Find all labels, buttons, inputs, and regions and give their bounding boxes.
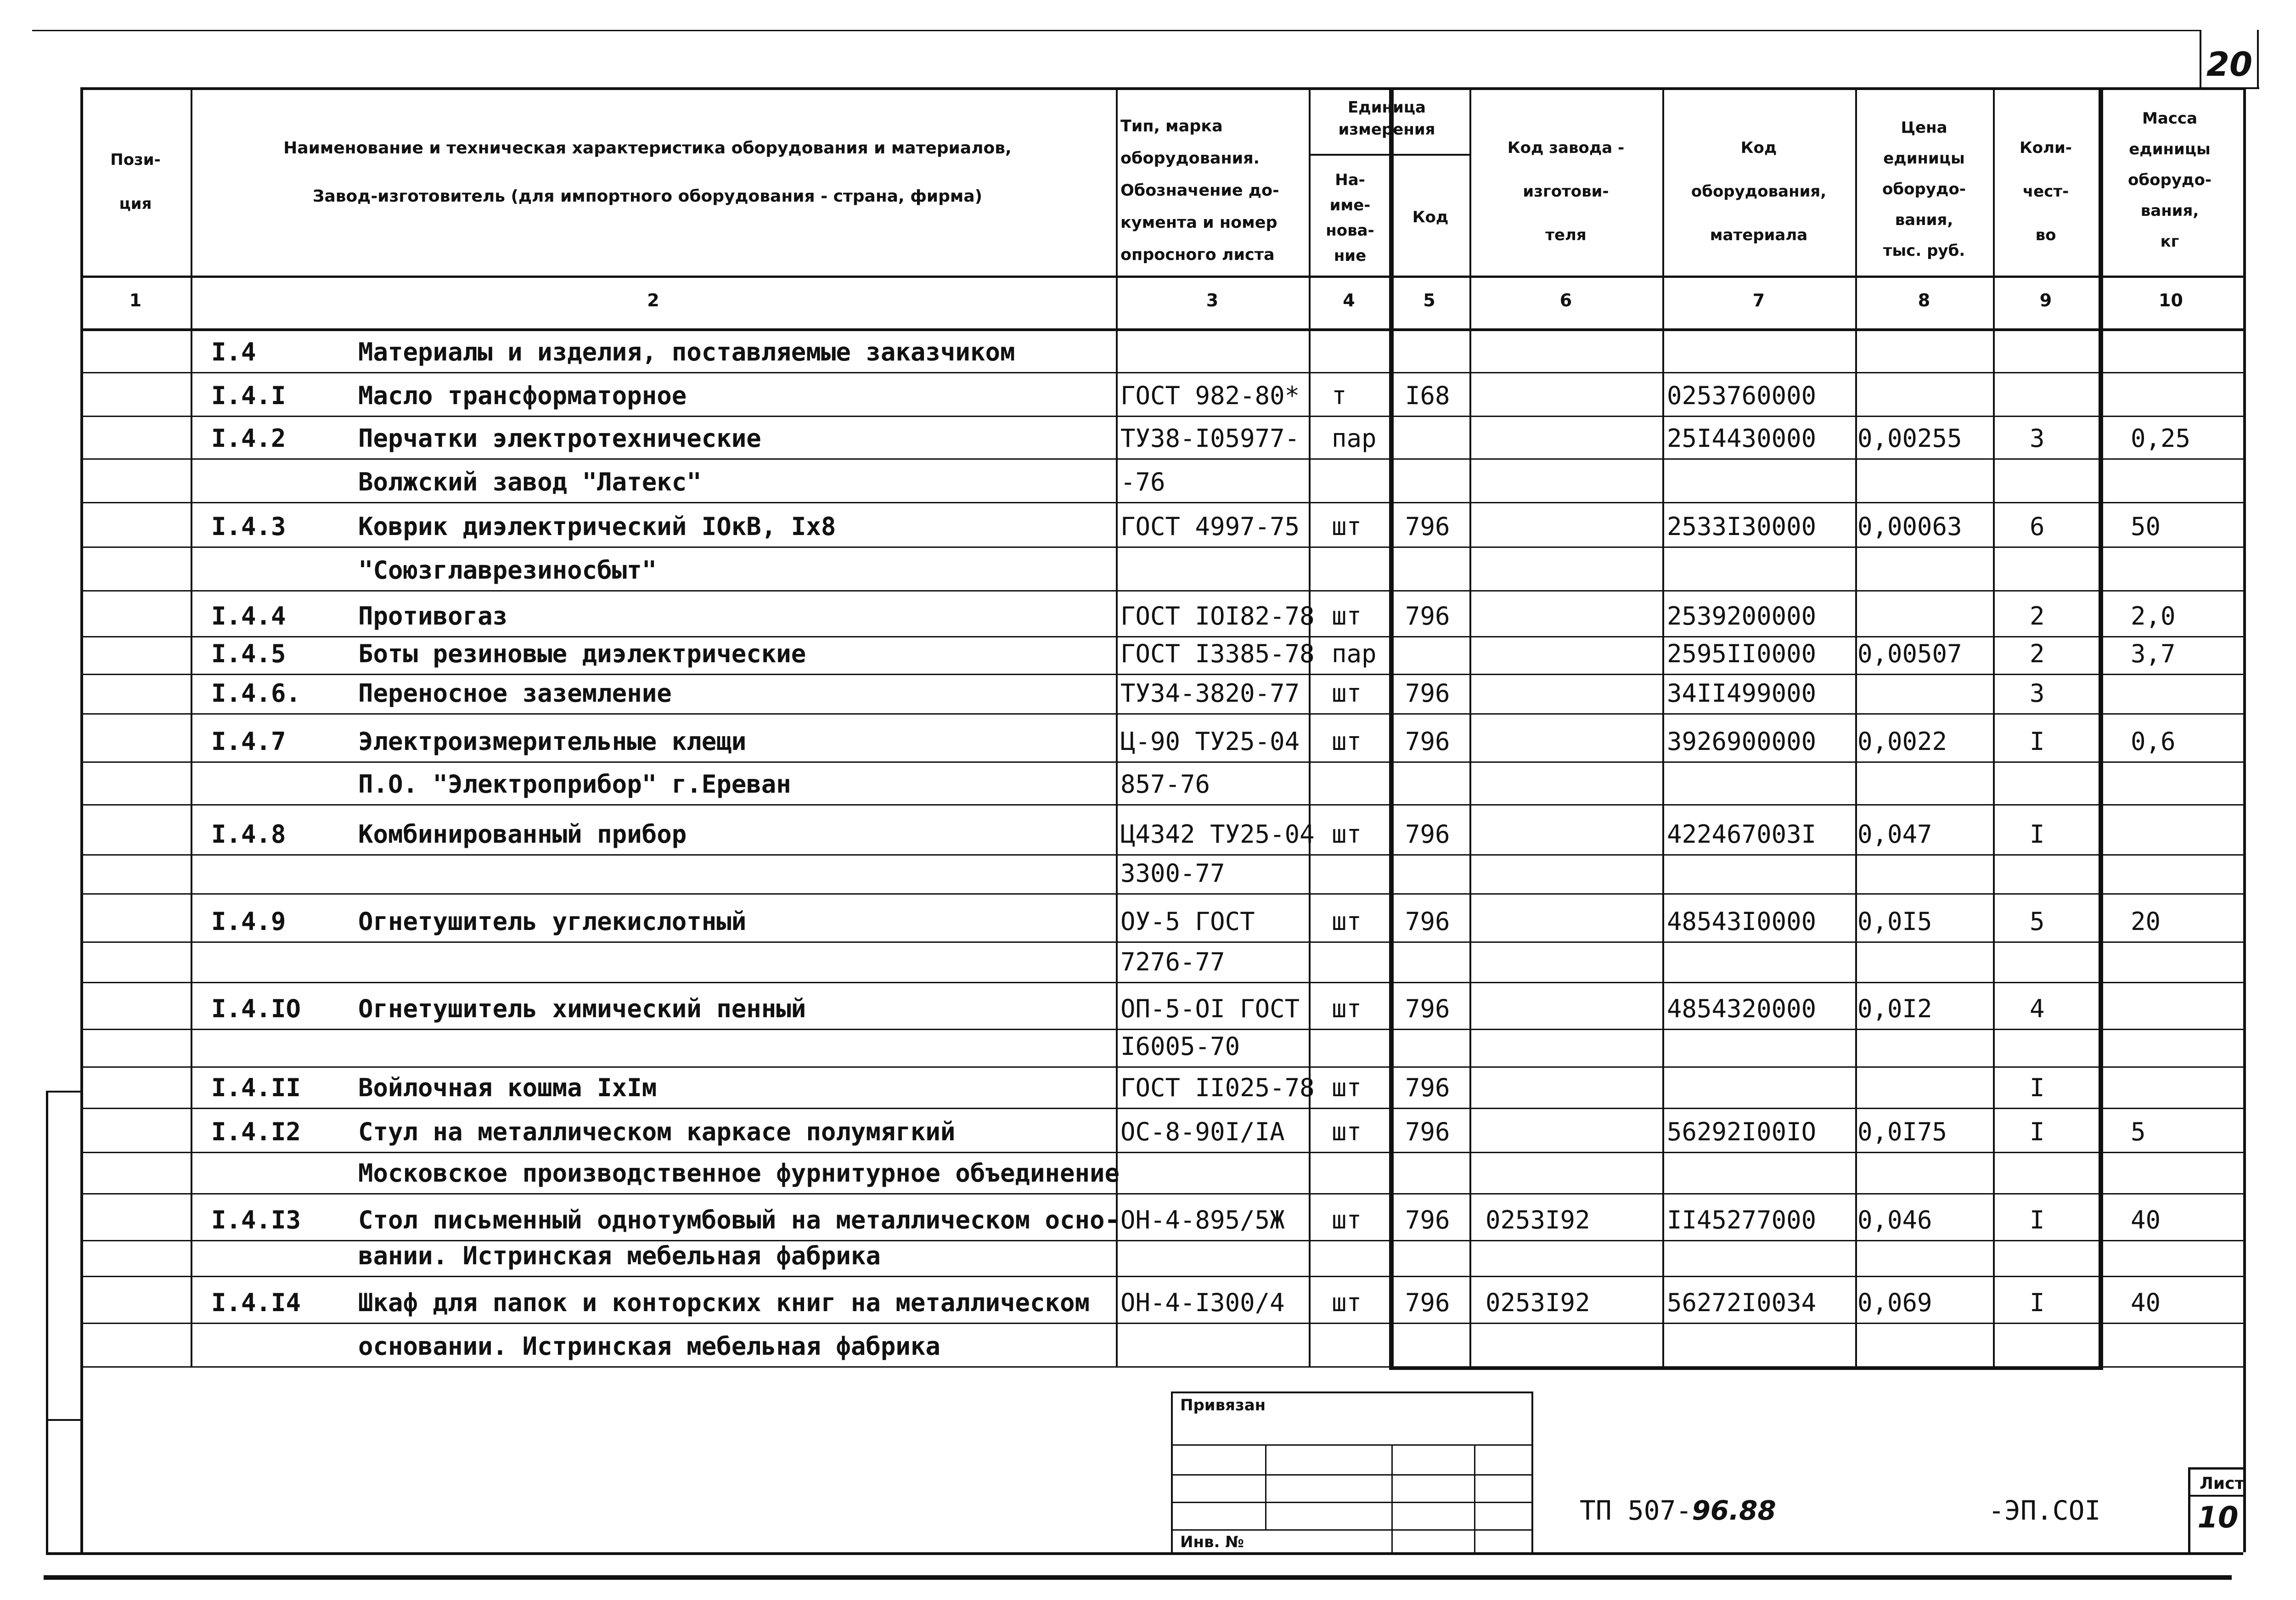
row-name: основании. Истринская мебельная фабрика xyxy=(358,1332,940,1361)
grid-line xyxy=(80,590,2243,592)
row-unit-name: шт xyxy=(1332,1117,1362,1146)
column-number: 5 xyxy=(1423,290,1435,310)
grid-line xyxy=(32,30,2200,31)
row-type: ГОСТ 4997-75 xyxy=(1120,512,1300,541)
grid-line xyxy=(2099,87,2103,1366)
row-equipment-code: 422467003I xyxy=(1667,820,1817,849)
row-price: 0,00507 xyxy=(1857,639,1962,668)
row-price: 0,069 xyxy=(1857,1288,1932,1317)
grid-line xyxy=(80,982,2243,983)
grid-line xyxy=(1531,1392,1533,1552)
row-unit-code: 796 xyxy=(1405,512,1450,541)
row-quantity: 4 xyxy=(2030,994,2045,1023)
row-mass: 20 xyxy=(2131,907,2161,936)
row-name: Стол письменный однотумбовый на металлическом осно- xyxy=(358,1206,1120,1234)
row-unit-code: 796 xyxy=(1405,907,1450,936)
row-price: 0,0I75 xyxy=(1857,1117,1947,1146)
row-position: I.4.2 xyxy=(211,424,286,453)
row-equipment-code: 56272I0034 xyxy=(1667,1288,1817,1317)
row-type: Ц4342 ТУ25-04 xyxy=(1120,820,1315,849)
row-unit-name: шт xyxy=(1332,679,1362,708)
row-type: ТУ38-I05977- xyxy=(1120,424,1300,453)
grid-line xyxy=(80,893,2243,895)
row-type: -76 xyxy=(1120,468,1165,496)
row-position: I.4.I3 xyxy=(211,1206,301,1234)
document-code-suffix: -ЭП.СОI xyxy=(1988,1495,2101,1526)
row-unit-name: шт xyxy=(1332,1206,1362,1234)
header-quantity: Коли- чест- во xyxy=(2020,139,2072,244)
grid-line xyxy=(1389,1366,2103,1370)
row-type: ОУ-5 ГОСТ xyxy=(1120,907,1255,936)
row-mass: 5 xyxy=(2131,1117,2146,1146)
grid-line xyxy=(80,546,2243,548)
column-number: 9 xyxy=(2039,290,2052,310)
row-type: ТУ34-3820-77 xyxy=(1120,679,1300,708)
header-type: Тип, марка оборудования. Обозначение до- кумента и номер опросного листа xyxy=(1120,117,1279,264)
row-unit-code: I68 xyxy=(1405,381,1450,410)
row-position: I.4.IO xyxy=(211,994,301,1023)
column-number: 6 xyxy=(1559,290,1572,310)
grid-line xyxy=(2257,30,2259,87)
row-equipment-code: II45277000 xyxy=(1667,1206,1817,1234)
row-price: 0,00255 xyxy=(1857,424,1962,453)
header-mass: Масса единицы оборудо- вания, кг xyxy=(2128,109,2212,251)
grid-line xyxy=(80,276,2243,278)
grid-line xyxy=(80,713,2243,715)
page-corner-number: 20 xyxy=(2206,45,2253,84)
row-type: I6005-70 xyxy=(1120,1032,1240,1061)
row-quantity: I xyxy=(2030,1117,2045,1146)
grid-line xyxy=(46,1552,2243,1555)
row-name: Электроизмерительные клещи xyxy=(358,727,747,756)
row-position: I.4.5 xyxy=(211,639,286,668)
row-quantity: I xyxy=(2030,820,2045,849)
row-unit-name: шт xyxy=(1332,994,1362,1023)
row-position: I.4.9 xyxy=(211,907,286,936)
row-type: ОП-5-ОI ГОСТ xyxy=(1120,994,1300,1023)
row-name: Боты резиновые диэлектрические xyxy=(358,639,806,668)
grid-line xyxy=(1855,87,1857,1366)
row-name: Волжский завод "Латекс" xyxy=(358,468,702,496)
column-number: 7 xyxy=(1752,290,1765,310)
grid-line xyxy=(1662,87,1664,1366)
row-name: Коврик диэлектрический IОкВ, Iх8 xyxy=(358,512,836,541)
document-code xyxy=(1580,1495,1776,1526)
row-equipment-code: 48543I0000 xyxy=(1667,907,1817,936)
header-equipment-code: Код оборудования, материала xyxy=(1691,139,1827,244)
grid-line xyxy=(80,636,2243,637)
header-unit-code: Код xyxy=(1412,208,1449,226)
row-price: 0,046 xyxy=(1857,1206,1932,1234)
sheet-label: Лист xyxy=(2200,1474,2245,1493)
row-position: I.4.4 xyxy=(211,602,286,631)
row-position: I.4 xyxy=(211,338,256,366)
row-quantity: 6 xyxy=(2030,512,2045,541)
row-mass: 50 xyxy=(2131,512,2161,541)
row-unit-code: 796 xyxy=(1405,994,1450,1023)
row-position: I.4.I4 xyxy=(211,1288,301,1317)
column-number: 2 xyxy=(647,290,659,310)
row-unit-name: шт xyxy=(1332,907,1362,936)
row-mass: 0,25 xyxy=(2131,424,2191,453)
grid-line xyxy=(1391,1444,1393,1552)
row-equipment-code: 2533I30000 xyxy=(1667,512,1817,541)
row-unit-code: 796 xyxy=(1405,1117,1450,1146)
row-quantity: 2 xyxy=(2030,602,2045,631)
row-name: Переносное заземление xyxy=(358,679,672,708)
grid-line xyxy=(1469,87,1471,1366)
row-mass: 3,7 xyxy=(2131,639,2176,668)
bound-label: Привязан xyxy=(1180,1396,1266,1414)
grid-line xyxy=(80,87,2243,90)
grid-line xyxy=(2188,1495,2243,1497)
header-price: Цена единицы оборудо- вания, тыс. руб. xyxy=(1882,118,1966,260)
row-unit-code: 796 xyxy=(1405,820,1450,849)
grid-line xyxy=(80,674,2243,675)
grid-line xyxy=(80,854,2243,856)
row-price: 0,0I2 xyxy=(1857,994,1932,1023)
grid-line xyxy=(80,1066,2243,1068)
grid-line xyxy=(2188,1467,2243,1470)
grid-line xyxy=(44,1575,2232,1580)
row-type: 857-76 xyxy=(1120,770,1210,799)
row-position: I.4.II xyxy=(211,1073,301,1102)
row-type: ГОСТ IOI82-78 xyxy=(1120,602,1315,631)
grid-line xyxy=(1309,87,1311,1366)
column-number: 4 xyxy=(1343,290,1355,310)
row-position: I.4.7 xyxy=(211,727,286,756)
row-type: ГОСТ 982-80* xyxy=(1120,381,1300,410)
row-name: Шкаф для папок и конторских книг на металлическом xyxy=(358,1288,1090,1317)
row-name: Огнетушитель химический пенный xyxy=(358,994,806,1023)
row-quantity: I xyxy=(2030,1073,2045,1102)
grid-line xyxy=(80,1108,2243,1109)
row-name: Материалы и изделия, поставляемые заказчиком xyxy=(358,338,1015,366)
grid-line xyxy=(80,1276,2243,1277)
row-unit-code: 796 xyxy=(1405,1206,1450,1234)
grid-line xyxy=(1171,1529,1531,1531)
row-unit-name: шт xyxy=(1332,820,1362,849)
header-name-line2: Завод-изготовитель (для импортного оборудования - страна, фирма) xyxy=(312,187,983,206)
grid-line xyxy=(1171,1444,1531,1446)
row-type: ГОСТ II025-78 xyxy=(1120,1073,1315,1102)
grid-line xyxy=(1171,1474,1531,1476)
row-type: 7276-77 xyxy=(1120,947,1225,976)
grid-line xyxy=(2200,30,2201,87)
grid-line xyxy=(80,1323,2243,1324)
header-unit-group: Единица измерения xyxy=(1338,98,1435,139)
row-position: I.4.I2 xyxy=(211,1117,301,1146)
row-unit-name: шт xyxy=(1332,512,1362,541)
row-position: I.4.6. xyxy=(211,679,301,708)
row-plant-code: 0253I92 xyxy=(1486,1288,1590,1317)
grid-line xyxy=(46,1091,48,1552)
row-type: ОС-8-90I/IА xyxy=(1120,1117,1285,1146)
row-quantity: I xyxy=(2030,1206,2045,1234)
row-unit-name: пар xyxy=(1332,639,1377,668)
row-name: Противогаз xyxy=(358,602,508,631)
row-price: 0,0I5 xyxy=(1857,907,1932,936)
row-name: Масло трансформаторное xyxy=(358,381,687,410)
grid-line xyxy=(80,761,2243,763)
grid-line xyxy=(80,1029,2243,1030)
row-mass: 2,0 xyxy=(2131,602,2176,631)
row-price: 0,047 xyxy=(1857,820,1932,849)
grid-line xyxy=(1171,1392,1173,1552)
column-number: 1 xyxy=(129,290,142,310)
grid-line xyxy=(1171,1392,1531,1393)
row-equipment-code: 56292I00IO xyxy=(1667,1117,1817,1146)
row-equipment-code: 34II499000 xyxy=(1667,679,1817,708)
row-name: П.О. "Электроприбор" г.Ереван xyxy=(358,770,791,799)
row-unit-code: 796 xyxy=(1405,1073,1450,1102)
row-type: ОН-4-895/5Ж xyxy=(1120,1206,1285,1234)
grid-line xyxy=(80,502,2243,503)
row-unit-code: 796 xyxy=(1405,602,1450,631)
row-name: Войлочная кошма IхIм xyxy=(358,1073,657,1102)
row-mass: 40 xyxy=(2131,1288,2161,1317)
row-name: Огнетушитель углекислотный xyxy=(358,907,747,936)
row-type: 3300-77 xyxy=(1120,859,1225,888)
inventory-number-label: Инв. № xyxy=(1180,1533,1244,1551)
column-number: 8 xyxy=(1918,290,1930,310)
grid-line xyxy=(1171,1502,1531,1503)
row-name: Стул на металлическом каркасе полумягкий xyxy=(358,1117,956,1146)
row-unit-name: шт xyxy=(1332,727,1362,756)
row-position: I.4.3 xyxy=(211,512,286,541)
row-quantity: I xyxy=(2030,1288,2045,1317)
row-quantity: I xyxy=(2030,727,2045,756)
row-equipment-code: 25I4430000 xyxy=(1667,424,1817,453)
row-equipment-code: 2595II0000 xyxy=(1667,639,1817,668)
row-mass: 0,6 xyxy=(2131,727,2176,756)
row-plant-code: 0253I92 xyxy=(1486,1206,1590,1234)
grid-line xyxy=(1265,1444,1266,1529)
row-unit-name: пар xyxy=(1332,424,1377,453)
row-unit-name: шт xyxy=(1332,1288,1362,1317)
row-type: ГОСТ I3385-78 xyxy=(1120,639,1315,668)
row-quantity: 5 xyxy=(2030,907,2045,936)
row-name: Московское производственное фурнитурное объединение xyxy=(358,1159,1120,1188)
grid-line xyxy=(2188,1467,2190,1552)
row-price: 0,0022 xyxy=(1857,727,1947,756)
row-equipment-code: 4854320000 xyxy=(1667,994,1817,1023)
column-number: 3 xyxy=(1206,290,1219,310)
grid-line xyxy=(80,328,2243,331)
header-unit-name: На- име- нова- ние xyxy=(1326,171,1374,265)
grid-line xyxy=(80,941,2243,943)
row-name: Комбинированный прибор xyxy=(358,820,687,849)
grid-line xyxy=(80,804,2243,806)
header-name-line1: Наименование и техническая характеристика оборудования и материалов, xyxy=(283,139,1012,158)
sheet-number: 10 xyxy=(2197,1501,2239,1535)
row-mass: 40 xyxy=(2131,1206,2161,1234)
grid-line xyxy=(80,1193,2243,1194)
grid-line xyxy=(80,372,2243,373)
row-position: I.4.I xyxy=(211,381,286,410)
row-quantity: 3 xyxy=(2030,679,2045,708)
row-unit-name: т xyxy=(1332,381,1347,410)
grid-line xyxy=(46,1419,80,1421)
row-name: Перчатки электротехнические xyxy=(358,424,761,453)
grid-line xyxy=(1389,87,1394,1366)
row-equipment-code: 0253760000 xyxy=(1667,381,1817,410)
document-code-prefix: ТП 507- xyxy=(1580,1495,1692,1526)
grid-line xyxy=(80,1152,2243,1153)
column-number: 10 xyxy=(2159,290,2183,310)
grid-line xyxy=(191,87,192,1366)
header-plant-code: Код завода - изготови- теля xyxy=(1507,139,1625,244)
row-equipment-code: 2539200000 xyxy=(1667,602,1817,631)
grid-line xyxy=(2243,87,2246,1552)
grid-line xyxy=(46,1091,80,1093)
row-quantity: 2 xyxy=(2030,639,2045,668)
row-unit-code: 796 xyxy=(1405,727,1450,756)
row-name: вании. Истринская мебельная фабрика xyxy=(358,1241,881,1270)
row-type: Ц-90 ТУ25-04 xyxy=(1120,727,1300,756)
grid-line xyxy=(1474,1444,1475,1552)
row-position: I.4.8 xyxy=(211,820,286,849)
row-price: 0,00063 xyxy=(1857,512,1962,541)
row-type: ОН-4-I300/4 xyxy=(1120,1288,1285,1317)
row-quantity: 3 xyxy=(2030,424,2045,453)
row-equipment-code: 3926900000 xyxy=(1667,727,1817,756)
row-unit-code: 796 xyxy=(1405,679,1450,708)
row-unit-code: 796 xyxy=(1405,1288,1450,1317)
grid-line xyxy=(1993,87,1995,1366)
document-code-handwritten: 96.88 xyxy=(1692,1495,1776,1526)
grid-line xyxy=(80,416,2243,417)
grid-line xyxy=(80,458,2243,460)
header-position: Пози- ция xyxy=(110,151,161,213)
row-unit-name: шт xyxy=(1332,1073,1362,1102)
row-name: "Союзглаврезиносбыт" xyxy=(358,556,657,585)
row-unit-name: шт xyxy=(1332,602,1362,631)
